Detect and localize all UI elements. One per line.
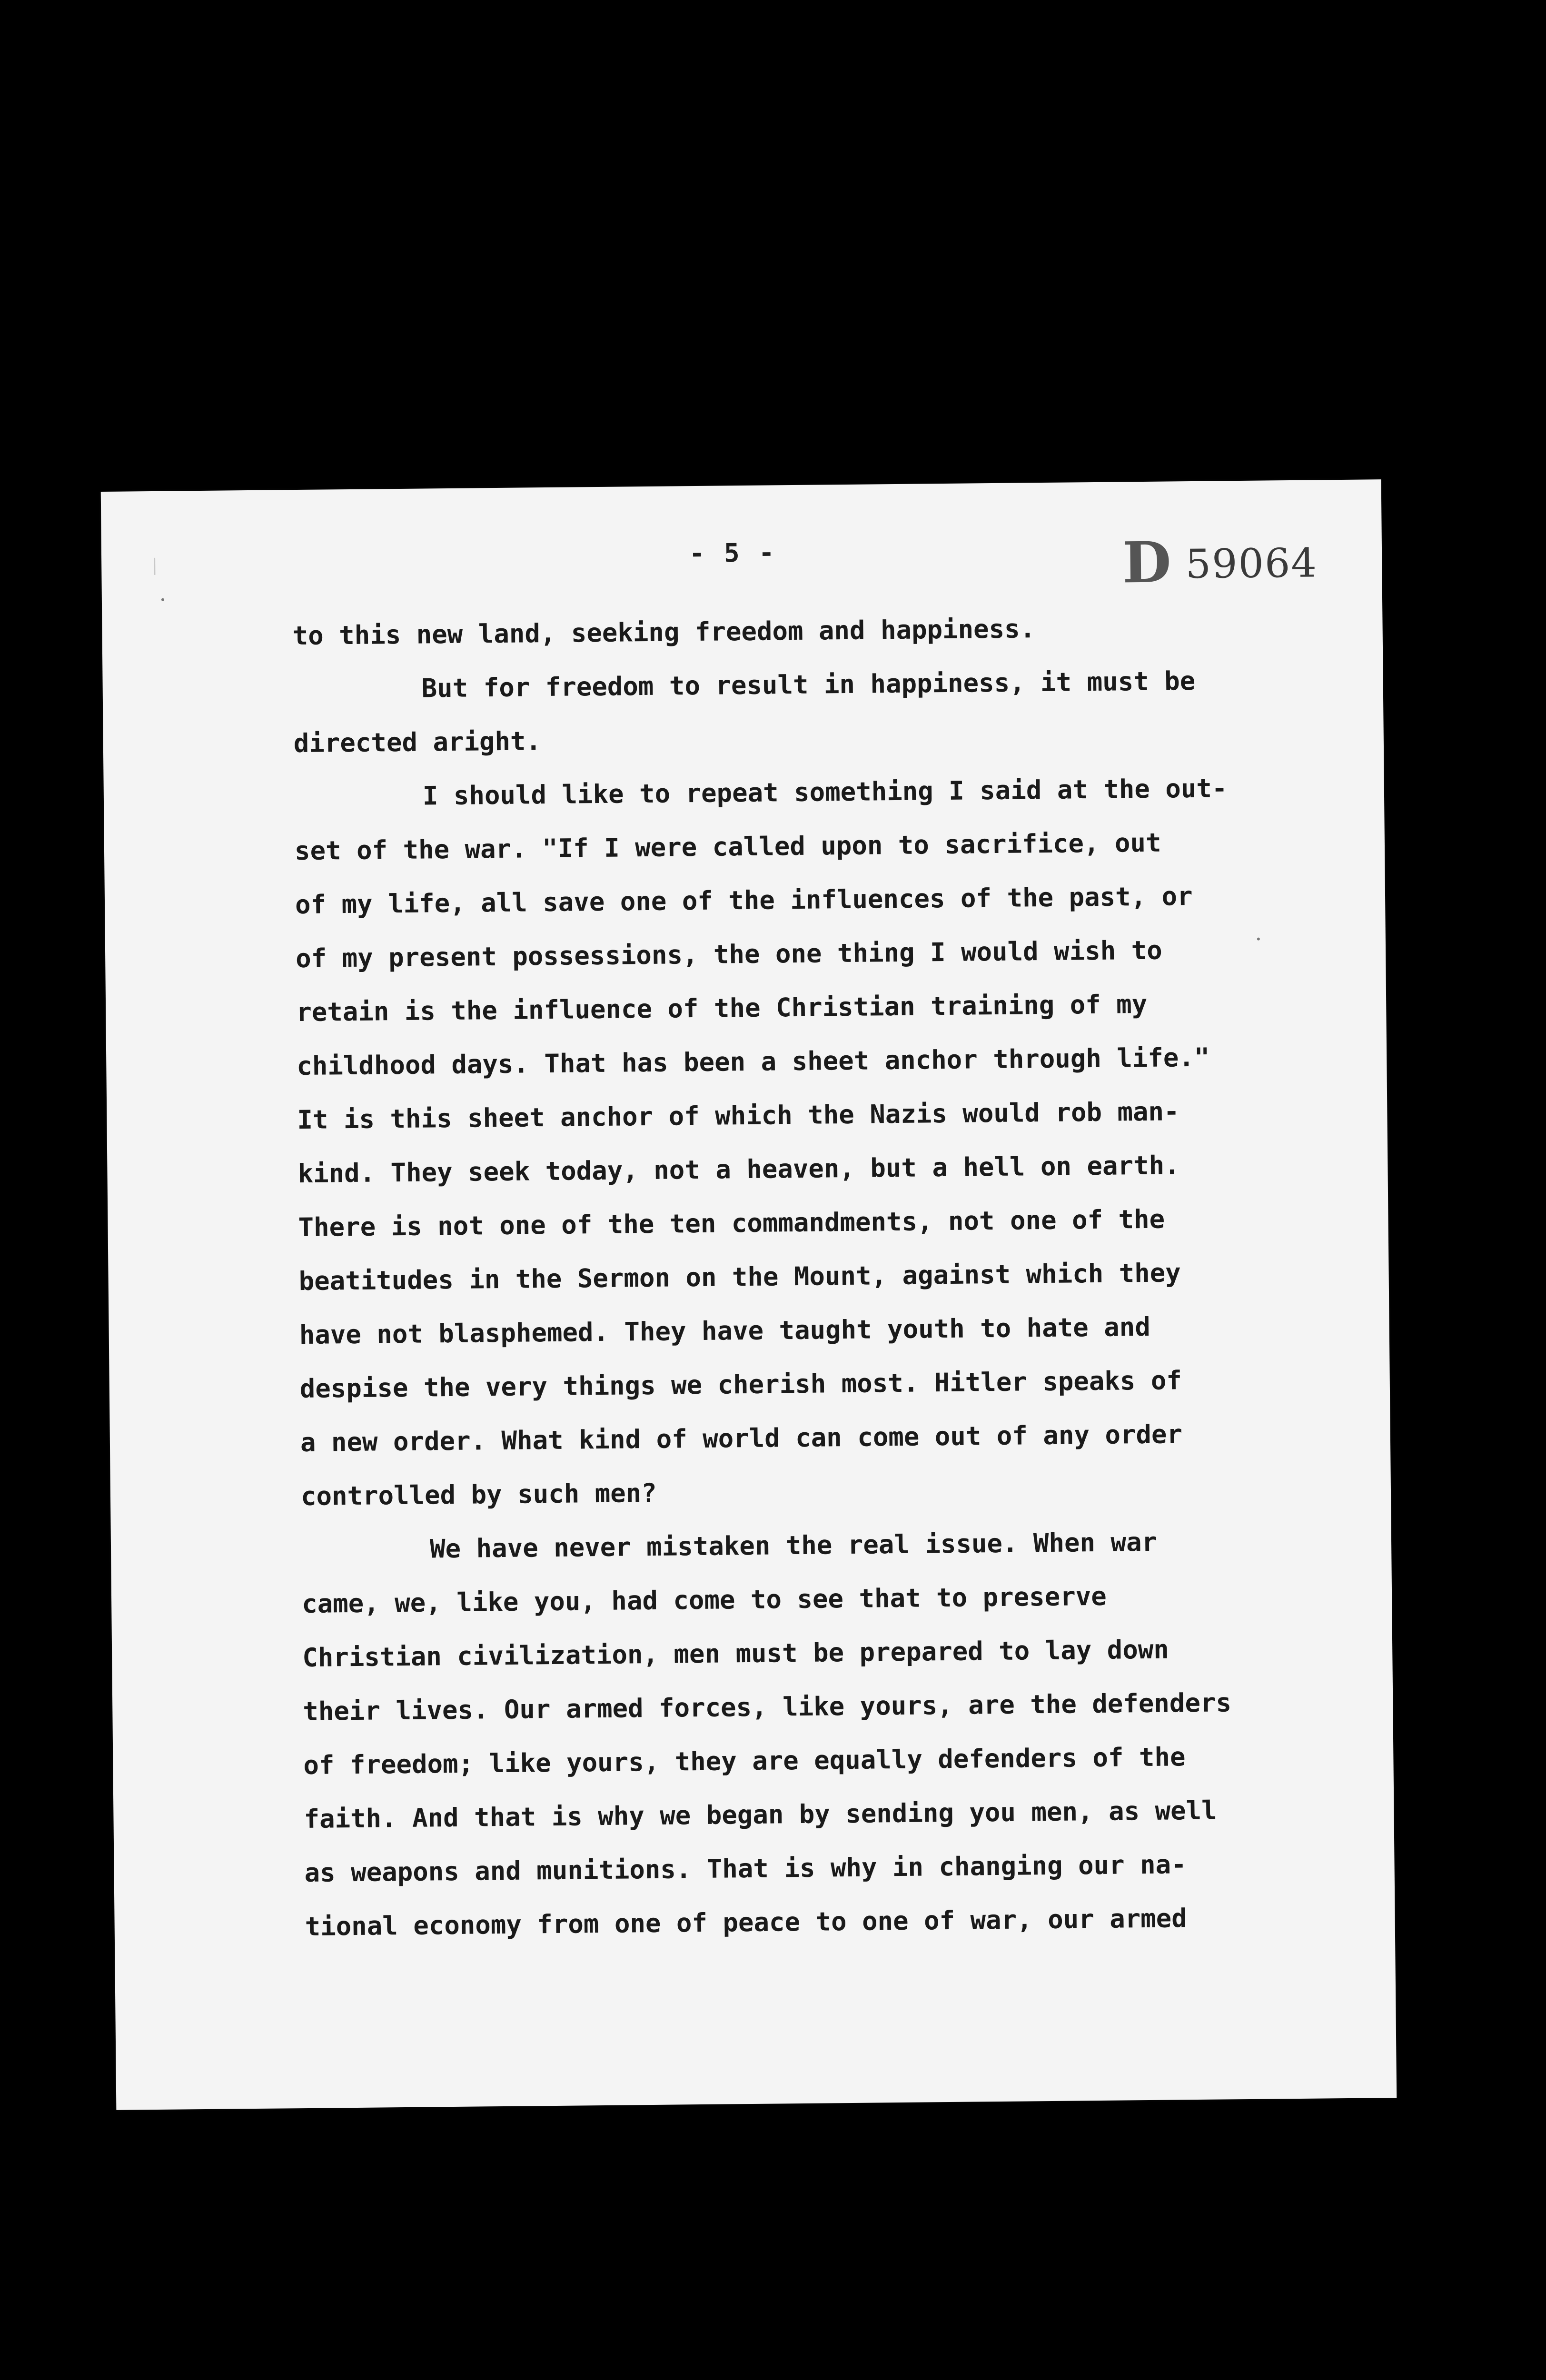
archive-stamp xyxy=(1122,527,1318,595)
text-line: tional economy from one of peace to one of war, our armed xyxy=(305,1903,1188,1942)
text-line: beatitudes in the Sermon on the Mount, against which they xyxy=(298,1258,1181,1297)
text-line: It is this sheet anchor of which the Nazis would rob man- xyxy=(297,1096,1179,1135)
text-line: faith. And that is why we began by sending you men, as well xyxy=(304,1795,1217,1835)
text-line: of my present possessions, the one thing I would wish to xyxy=(295,935,1163,974)
text-line: came, we, like you, had come to see that to preserve xyxy=(301,1581,1107,1619)
document-page xyxy=(101,479,1397,2110)
text-line: controlled by such men? xyxy=(300,1478,657,1512)
text-line: But for freedom to result in happiness, it must be xyxy=(421,665,1196,704)
text-line: their lives. Our armed forces, like yours, are the defenders xyxy=(303,1687,1232,1727)
text-line: despise the very things we cherish most. Hitler speaks of xyxy=(299,1365,1182,1404)
text-line: We have never mistaken the real issue. When war xyxy=(429,1527,1158,1564)
text-line: retain is the influence of the Christian training of my xyxy=(296,989,1148,1028)
page-number: - 5 - xyxy=(689,537,776,569)
typed-body-text xyxy=(292,599,1352,1954)
text-line: Christian civilization, men must be prepared to lay down xyxy=(302,1634,1169,1673)
text-line: directed aright. xyxy=(293,726,542,759)
text-line: as weapons and munitions. That is why in changing our na- xyxy=(304,1849,1187,1888)
text-line: a new order. What kind of world can come out of any order xyxy=(300,1419,1183,1458)
text-line: of my life, all save one of the influences of the past, or xyxy=(295,881,1193,920)
text-line: of freedom; like yours, they are equally defenders of the xyxy=(303,1742,1186,1781)
stamp-number: 59064 xyxy=(1185,539,1318,588)
text-line: There is not one of the ten commandments, not one of the xyxy=(298,1204,1165,1243)
margin-mark xyxy=(154,558,160,575)
text-line: have not blasphemed. They have taught youth to hate and xyxy=(299,1311,1151,1350)
text-line: kind. They seek today, not a heaven, but a hell on earth. xyxy=(297,1150,1180,1189)
text-line: set of the war. "If I were called upon to sacrifice, out xyxy=(294,827,1161,866)
paper-fleck xyxy=(161,598,164,601)
text-line: to this new land, seeking freedom and happiness. xyxy=(292,614,1036,651)
text-line: I should like to repeat something I said at the out- xyxy=(422,773,1228,811)
paper-fleck xyxy=(1257,938,1260,941)
stamp-letter: D xyxy=(1122,529,1172,596)
text-line: childhood days. That has been a sheet anchor through life." xyxy=(297,1042,1210,1081)
